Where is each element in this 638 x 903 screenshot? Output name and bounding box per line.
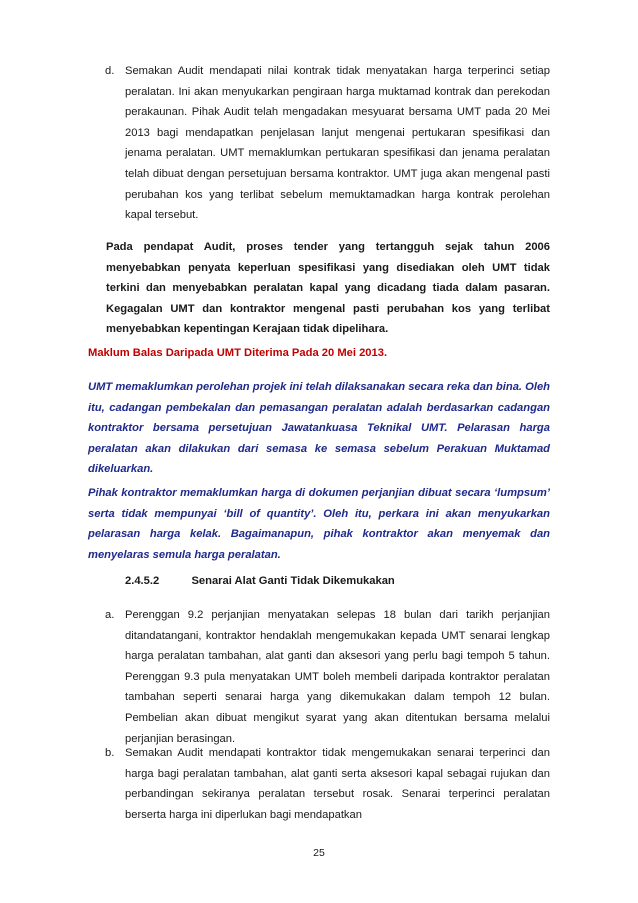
response-paragraph: UMT memaklumkan perolehan projek ini telah dilaksanakan secara reka dan bina. Oleh itu, cadangan pembekalan dan pemasangan peralatan adalah berdasarkan cadangan kontraktor bersama persetujuan Jawatankuasa Teknikal UMT. Pelarasan harga peralatan akan dilakukan dari semasa ke semasa sebelum Perakuan Muktamad dikeluarkan. xyxy=(88,381,550,476)
page-number: 25 xyxy=(313,847,325,859)
list-text: Semakan Audit mendapati kontraktor tidak mengemukakan senarai terperinci dan harga bagi peralatan tambahan, alat ganti serta aksesori kapal sebagai rujukan dan perbandingan sekiranya peralatan tersebut rosak. Senarai terperinci peralatan berserta harga ini diperlukan bagi mendapatkan xyxy=(125,747,550,821)
audit-opinion: Pada pendapat Audit, proses tender yang tertangguh sejak tahun 2006 menyebabkan penyata keperluan spesifikasi yang disediakan oleh UMT tidak terkini dan menyebabkan peralatan kapal yang dicadang tiada dalam pasaran. Kegagalan UMT dan kontraktor mengenal pasti perubahan kos yang terlibat menyebabkan kepentingan Kerajaan tidak dipelihara. xyxy=(106,241,550,336)
list-label: b. xyxy=(105,747,115,759)
response-heading: Maklum Balas Daripada UMT Diterima Pada 20 Mei 2013. xyxy=(88,347,388,359)
response-paragraph: Pihak kontraktor memaklumkan harga di dokumen perjanjian dibuat secara ‘lumpsum’ serta tidak mempunyai ‘bill of quantity’. Oleh itu, perkara ini akan menyukarkan pelarasan harga kelak. Bagaimanapun, pihak kontraktor akan menyemak dan menyelaras semula harga peralatan. xyxy=(88,487,550,561)
section-number: 2.4.5.2 xyxy=(125,575,160,587)
list-item-a xyxy=(105,605,550,749)
list-label: a. xyxy=(105,609,115,621)
section-title: Senarai Alat Ganti Tidak Dikemukakan xyxy=(191,575,395,587)
section-heading xyxy=(125,571,550,592)
list-label: d. xyxy=(105,65,115,77)
list-text: Semakan Audit mendapati nilai kontrak tidak menyatakan harga terperinci setiap peralatan. Ini akan menyukarkan pengiraan harga muktamad kontrak dan perekodan perakaunan. Pihak Audit telah mengadakan mesyuarat bersama UMT pada 20 Mei 2013 bagi mendapatkan penjelasan lanjut mengenai pertukaran spesifikasi dan jenama peralatan. UMT memaklumkan pertukaran spesifikasi dan jenama peralatan telah dibuat dengan persetujuan bersama kontraktor. UMT juga akan mengenal pasti perubahan kos yang terlibat sebelum memuktamadkan harga kontrak perolehan kapal tersebut. xyxy=(125,65,550,222)
list-item-b xyxy=(105,743,550,825)
list-text: Perenggan 9.2 perjanjian menyatakan selepas 18 bulan dari tarikh perjanjian ditandatangani, kontraktor hendaklah mengemukakan kepada UMT senarai lengkap harga peralatan tambahan, alat ganti dan aksesori yang perlu bagi tempoh 5 tahun. Perenggan 9.3 pula menyatakan UMT boleh membeli daripada kontraktor peralatan tambahan seperti senarai harga yang dikemukakan dalam tempoh 12 bulan. Pembelian akan dibuat mengikut syarat yang akan ditentukan bersama melalui perjanjian berasingan. xyxy=(125,609,550,745)
list-item-d xyxy=(105,61,550,226)
